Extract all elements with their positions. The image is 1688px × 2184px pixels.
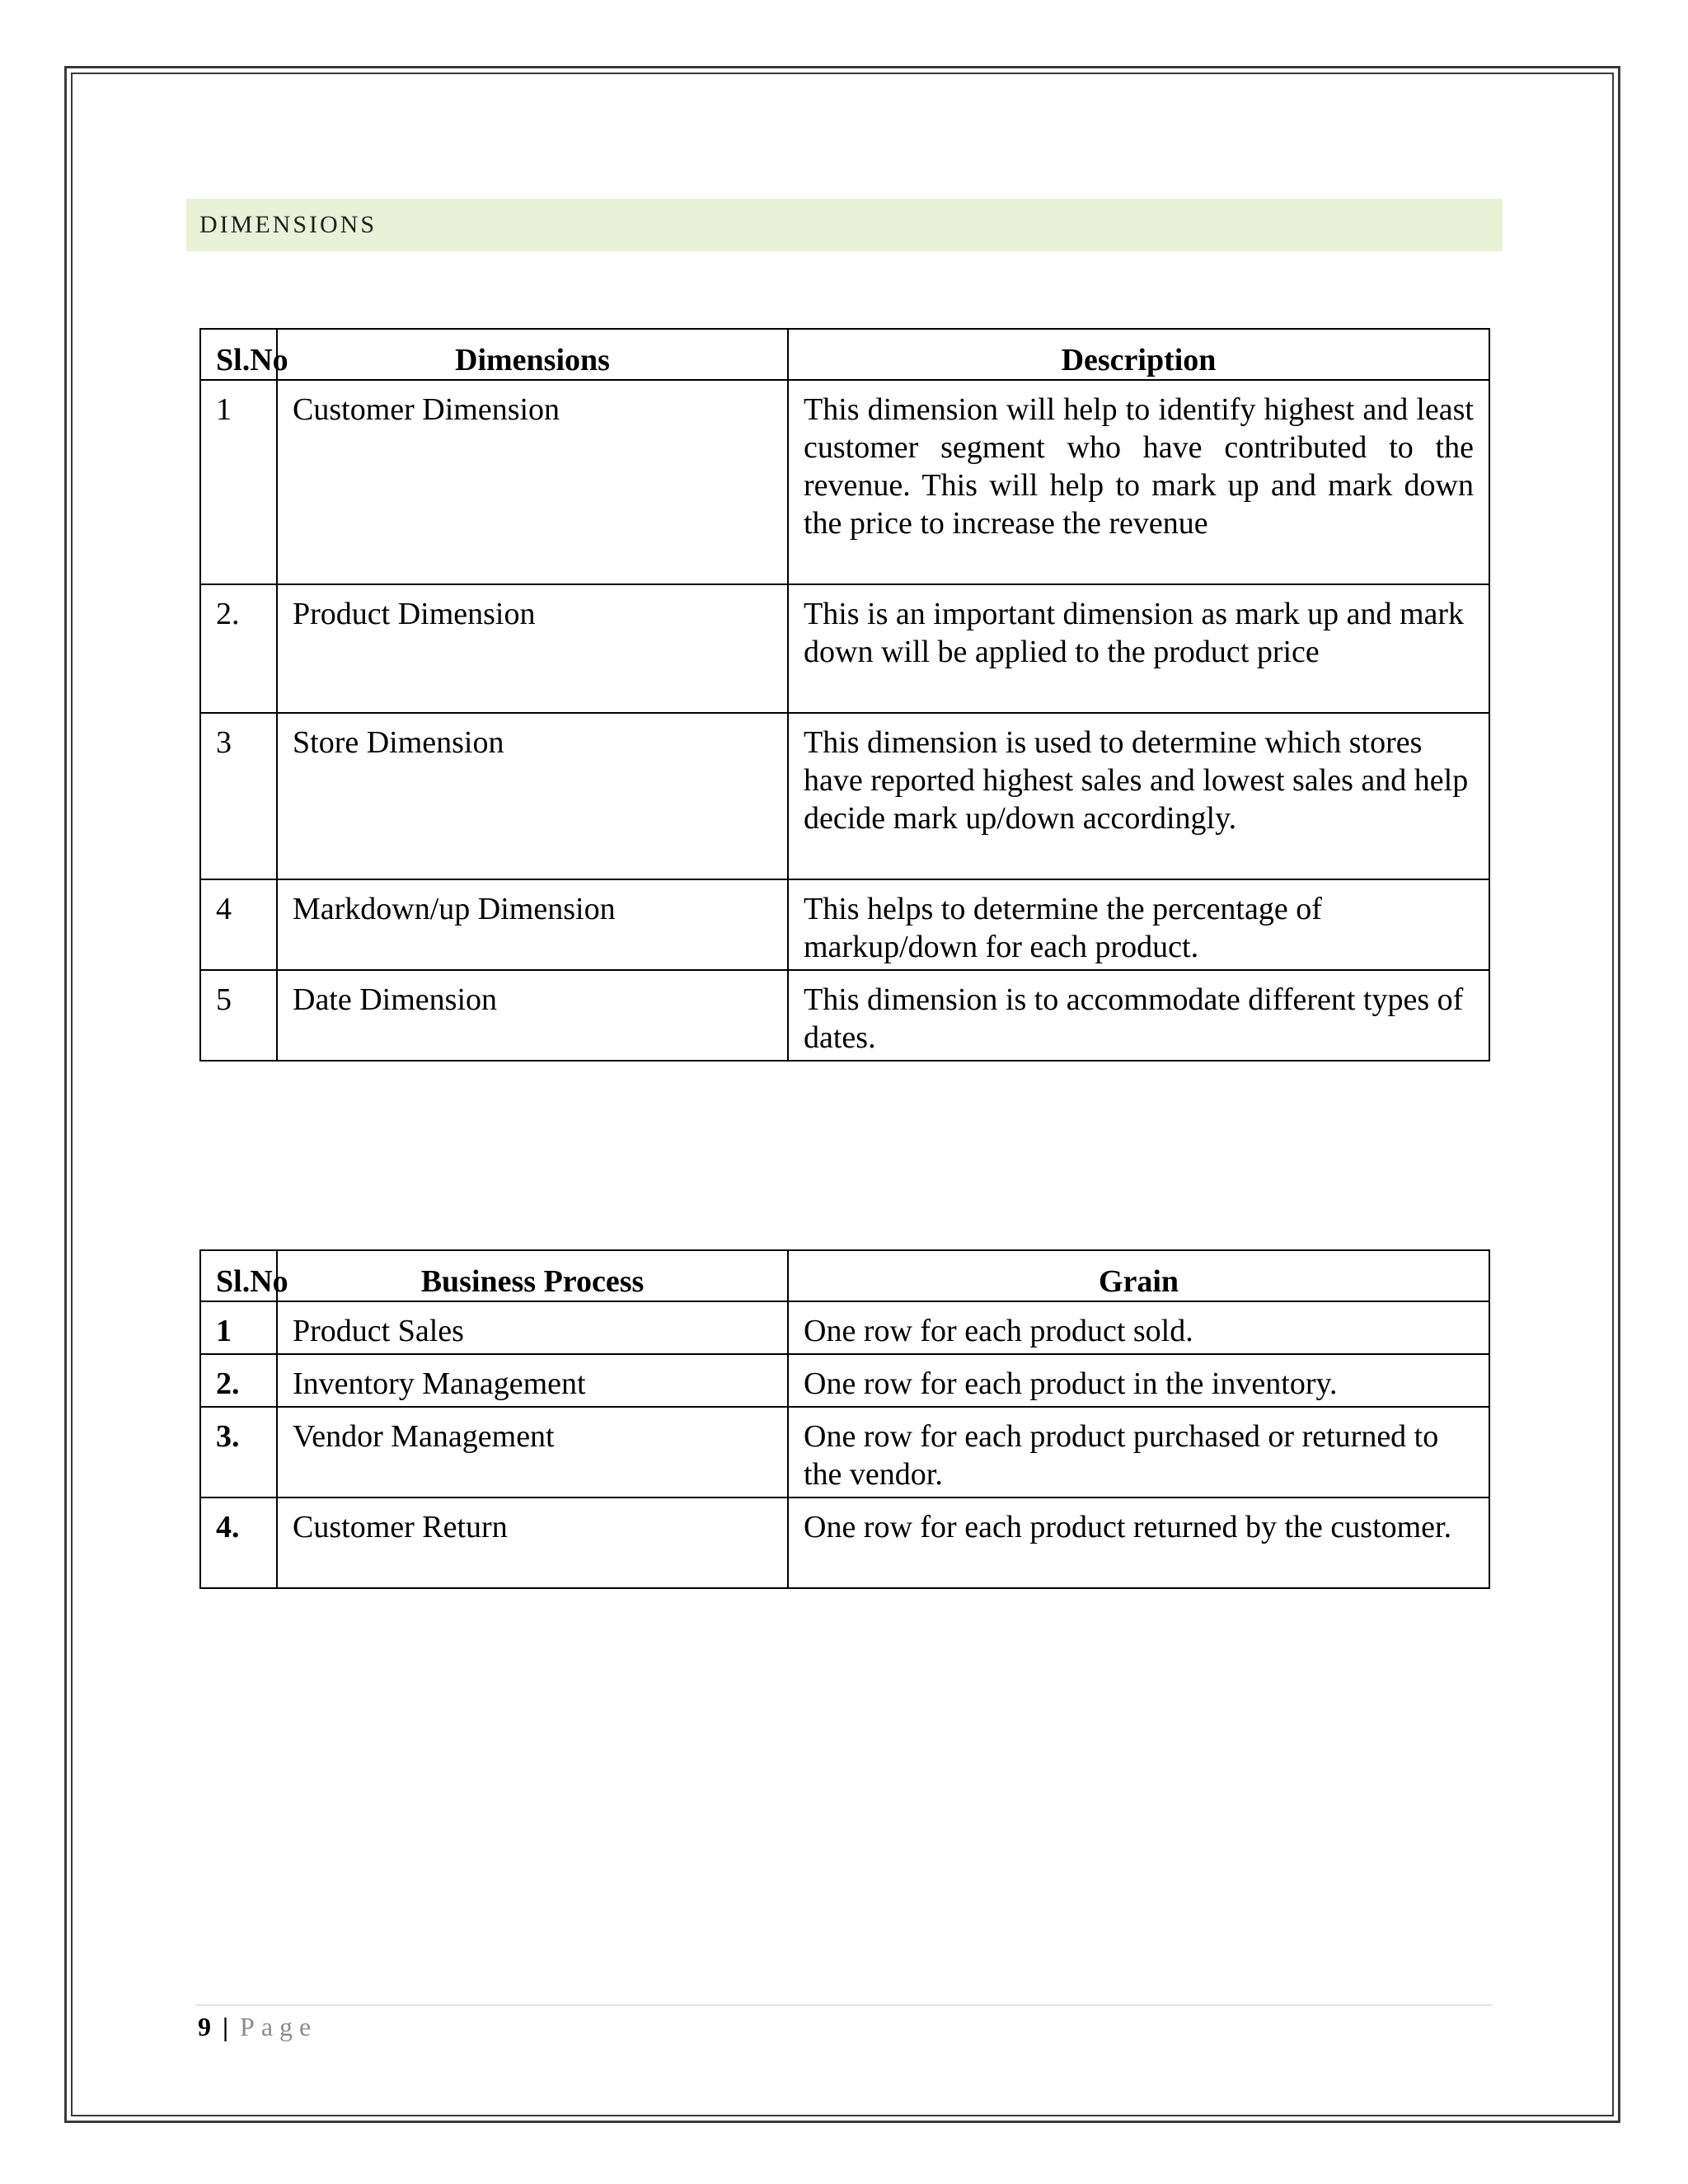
column-header-grain: Grain	[788, 1250, 1489, 1301]
cell-slno: 4.	[200, 1497, 277, 1588]
cell-grain: One row for each product sold.	[788, 1301, 1489, 1354]
table-header-row	[200, 1250, 1489, 1301]
cell-description: This dimension is used to determine which stores have reported highest sales and lowest sales and help decide mark up/down accordingly.	[788, 713, 1489, 879]
cell-grain: One row for each product returned by the customer.	[788, 1497, 1489, 1588]
table-row	[200, 1301, 1489, 1354]
page-number: 9	[198, 2012, 211, 2041]
table-row	[200, 970, 1489, 1061]
cell-business-process: Vendor Management	[277, 1407, 788, 1497]
cell-description: This is an important dimension as mark up and mark down will be applied to the product price	[788, 584, 1489, 713]
column-header-business-process: Business Process	[277, 1250, 788, 1301]
cell-slno: 1	[200, 1301, 277, 1354]
table-row	[200, 1407, 1489, 1497]
table-row	[200, 1497, 1489, 1588]
dimensions-table	[199, 328, 1490, 1062]
cell-business-process: Inventory Management	[277, 1354, 788, 1407]
table-row	[200, 879, 1489, 970]
table-row	[200, 713, 1489, 879]
cell-dimension-name: Store Dimension	[277, 713, 788, 879]
cell-description: This dimension will help to identify highest and least customer segment who have contributed to the revenue. This will help to mark up and mark down the price to increase the revenue	[788, 380, 1489, 584]
column-header-slno: Sl.No	[200, 1250, 277, 1301]
footer-separator: |	[223, 2012, 229, 2041]
column-header-slno: Sl.No	[200, 329, 277, 380]
cell-slno: 1	[200, 380, 277, 584]
page-footer	[198, 2008, 317, 2045]
cell-dimension-name: Date Dimension	[277, 970, 788, 1061]
table-row	[200, 380, 1489, 584]
cell-dimension-name: Customer Dimension	[277, 380, 788, 584]
section-heading: DIMENSIONS	[186, 199, 1503, 251]
table-row	[200, 584, 1489, 713]
table-header-row	[200, 329, 1489, 380]
cell-slno: 3.	[200, 1407, 277, 1497]
cell-slno: 3	[200, 713, 277, 879]
cell-slno: 2.	[200, 584, 277, 713]
cell-slno: 5	[200, 970, 277, 1061]
cell-grain: One row for each product in the inventory.	[788, 1354, 1489, 1407]
column-header-description: Description	[788, 329, 1489, 380]
cell-grain: One row for each product purchased or returned to the vendor.	[788, 1407, 1489, 1497]
cell-description: This helps to determine the percentage of markup/down for each product.	[788, 879, 1489, 970]
column-header-dimensions: Dimensions	[277, 329, 788, 380]
page-label: Page	[240, 2012, 318, 2041]
cell-dimension-name: Product Dimension	[277, 584, 788, 713]
cell-description: This dimension is to accommodate different types of dates.	[788, 970, 1489, 1061]
footer-divider	[196, 2004, 1492, 2006]
cell-dimension-name: Markdown/up Dimension	[277, 879, 788, 970]
cell-slno: 4	[200, 879, 277, 970]
cell-slno: 2.	[200, 1354, 277, 1407]
business-process-table	[199, 1249, 1490, 1589]
cell-business-process: Customer Return	[277, 1497, 788, 1588]
table-row	[200, 1354, 1489, 1407]
cell-business-process: Product Sales	[277, 1301, 788, 1354]
